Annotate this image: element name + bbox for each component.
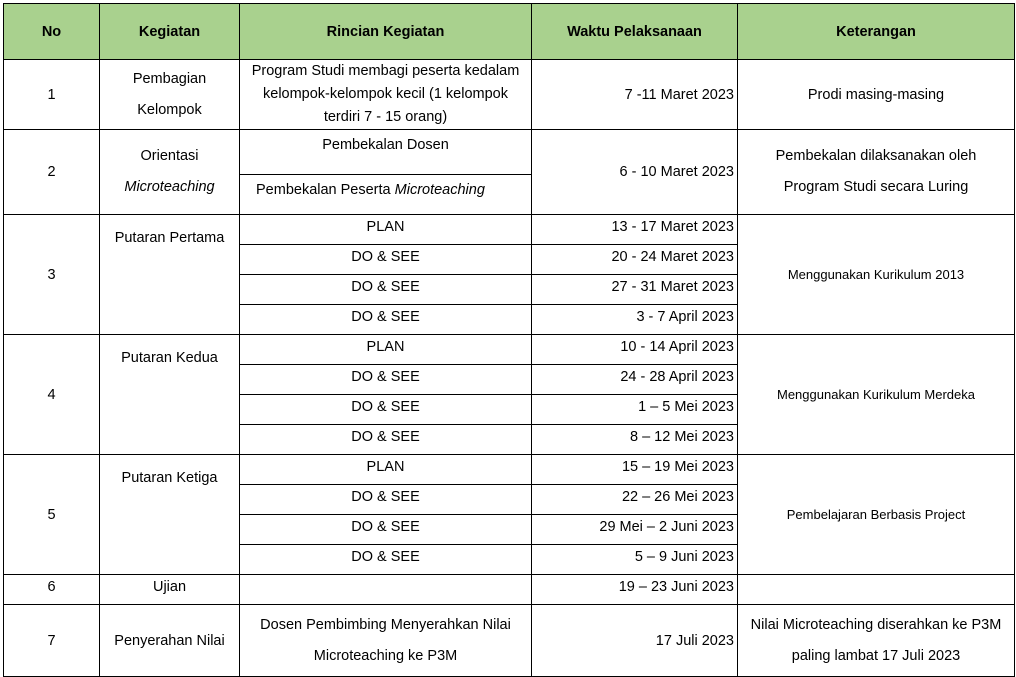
keterangan-line: Pembekalan dilaksanakan oleh [775, 148, 977, 164]
cell-keterangan [738, 575, 1015, 605]
cell-waktu: 3 - 7 April 2023 [532, 305, 738, 335]
cell-kegiatan: Ujian [100, 575, 240, 605]
cell-waktu: 20 - 24 Maret 2023 [532, 245, 738, 275]
cell-waktu: 15 – 19 Mei 2023 [532, 455, 738, 485]
keterangan-line: Nilai Microteaching diserahkan ke P3M [750, 616, 1002, 633]
cell-waktu: 27 - 31 Maret 2023 [532, 275, 738, 305]
rincian-line: Microteaching ke P3M [313, 647, 458, 664]
table-row [4, 335, 1015, 365]
keterangan-line: paling lambat 17 Juli 2023 [791, 647, 961, 664]
table-row [4, 455, 1015, 485]
rincian-text: Pembekalan Peserta [256, 182, 395, 198]
table-row [4, 60, 1015, 130]
cell-rincian: DO & SEE [240, 425, 532, 455]
cell-no: 3 [4, 215, 100, 335]
rincian-line: kelompok-kelompok kecil (1 kelompok [263, 86, 508, 102]
cell-waktu: 6 - 10 Maret 2023 [532, 130, 738, 215]
table-row [4, 575, 1015, 605]
table-row [4, 605, 1015, 677]
cell-no: 2 [4, 130, 100, 215]
cell-no: 7 [4, 605, 100, 677]
kegiatan-line: Kelompok [137, 101, 202, 118]
table-row [4, 130, 1015, 175]
keterangan-line: Program Studi secara Luring [783, 179, 969, 195]
rincian-line: terdiri 7 - 15 orang) [323, 109, 448, 125]
rincian-italic: Microteaching [394, 182, 485, 198]
cell-rincian [240, 575, 532, 605]
rincian-line: Dosen Pembimbing Menyerahkan Nilai [260, 616, 511, 633]
cell-kegiatan [100, 60, 240, 130]
cell-rincian: DO & SEE [240, 545, 532, 575]
cell-waktu: 13 - 17 Maret 2023 [532, 215, 738, 245]
cell-rincian [240, 175, 532, 215]
kegiatan-line: Pembagian [132, 70, 207, 87]
cell-keterangan: Pembelajaran Berbasis Project [738, 455, 1015, 575]
cell-keterangan: Menggunakan Kurikulum 2013 [738, 215, 1015, 335]
cell-rincian: DO & SEE [240, 515, 532, 545]
cell-rincian: DO & SEE [240, 365, 532, 395]
kegiatan-line: Orientasi [140, 148, 199, 164]
cell-waktu: 8 – 12 Mei 2023 [532, 425, 738, 455]
cell-rincian [240, 605, 532, 677]
cell-waktu: 19 – 23 Juni 2023 [532, 575, 738, 605]
cell-keterangan [738, 605, 1015, 677]
header-row [4, 4, 1015, 60]
header-waktu: Waktu Pelaksanaan [532, 4, 738, 60]
cell-no: 1 [4, 60, 100, 130]
cell-kegiatan: Putaran Ketiga [100, 455, 240, 575]
schedule-table [3, 3, 1015, 677]
cell-rincian: DO & SEE [240, 485, 532, 515]
cell-waktu: 5 – 9 Juni 2023 [532, 545, 738, 575]
cell-rincian: DO & SEE [240, 305, 532, 335]
cell-rincian [240, 60, 532, 130]
cell-waktu: 17 Juli 2023 [532, 605, 738, 677]
cell-no: 6 [4, 575, 100, 605]
kegiatan-line: Microteaching [124, 179, 215, 195]
cell-rincian: Pembekalan Dosen [240, 130, 532, 175]
cell-rincian: DO & SEE [240, 245, 532, 275]
cell-rincian: DO & SEE [240, 395, 532, 425]
cell-kegiatan: Putaran Pertama [100, 215, 240, 335]
cell-waktu: 29 Mei – 2 Juni 2023 [532, 515, 738, 545]
header-rincian: Rincian Kegiatan [240, 4, 532, 60]
cell-kegiatan: Putaran Kedua [100, 335, 240, 455]
cell-waktu: 24 - 28 April 2023 [532, 365, 738, 395]
cell-rincian: PLAN [240, 215, 532, 245]
cell-kegiatan [100, 130, 240, 215]
rincian-line: Program Studi membagi peserta kedalam [251, 63, 520, 79]
cell-no: 4 [4, 335, 100, 455]
cell-keterangan: Menggunakan Kurikulum Merdeka [738, 335, 1015, 455]
cell-keterangan [738, 130, 1015, 215]
cell-rincian: PLAN [240, 455, 532, 485]
cell-waktu: 7 -11 Maret 2023 [532, 60, 738, 130]
header-no: No [4, 4, 100, 60]
cell-kegiatan: Penyerahan Nilai [100, 605, 240, 677]
cell-waktu: 10 - 14 April 2023 [532, 335, 738, 365]
header-kegiatan: Kegiatan [100, 4, 240, 60]
cell-rincian: PLAN [240, 335, 532, 365]
cell-waktu: 22 – 26 Mei 2023 [532, 485, 738, 515]
table-row [4, 215, 1015, 245]
cell-rincian: DO & SEE [240, 275, 532, 305]
cell-no: 5 [4, 455, 100, 575]
cell-keterangan: Prodi masing-masing [738, 60, 1015, 130]
cell-waktu: 1 – 5 Mei 2023 [532, 395, 738, 425]
header-keterangan: Keterangan [738, 4, 1015, 60]
